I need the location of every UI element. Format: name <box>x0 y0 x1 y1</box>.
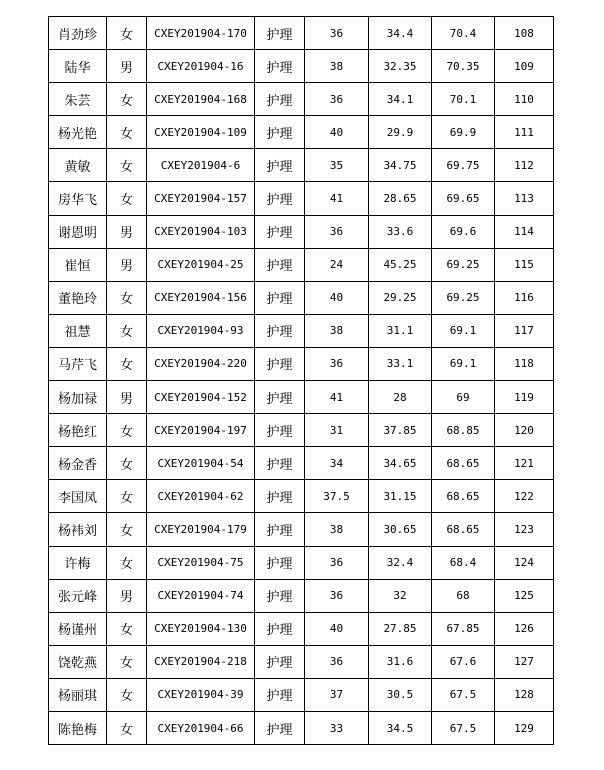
exam-id-cell: CXEY201904-156 <box>147 281 255 314</box>
score-1-cell: 36 <box>305 546 369 579</box>
exam-id-cell: CXEY201904-93 <box>147 314 255 347</box>
score-1-cell: 31 <box>305 414 369 447</box>
rank-cell: 124 <box>495 546 554 579</box>
exam-id-cell: CXEY201904-6 <box>147 149 255 182</box>
major-cell: 护理 <box>255 50 305 83</box>
score-1-cell: 33 <box>305 711 369 744</box>
major-cell: 护理 <box>255 17 305 50</box>
total-score-cell: 68.65 <box>432 480 495 513</box>
table-row <box>49 579 554 612</box>
table-row <box>49 678 554 711</box>
student-name-cell: 李国凤 <box>49 480 107 513</box>
score-1-cell: 38 <box>305 513 369 546</box>
table-row <box>49 480 554 513</box>
total-score-cell: 69.1 <box>432 347 495 380</box>
student-name-cell: 房华飞 <box>49 182 107 215</box>
table-row <box>49 50 554 83</box>
rank-cell: 122 <box>495 480 554 513</box>
student-name-cell: 陈艳梅 <box>49 711 107 744</box>
gender-cell: 女 <box>107 182 147 215</box>
student-name-cell: 崔恒 <box>49 248 107 281</box>
major-cell: 护理 <box>255 447 305 480</box>
total-score-cell: 69.65 <box>432 182 495 215</box>
major-cell: 护理 <box>255 149 305 182</box>
major-cell: 护理 <box>255 612 305 645</box>
table-row <box>49 513 554 546</box>
total-score-cell: 69.1 <box>432 314 495 347</box>
rank-cell: 125 <box>495 579 554 612</box>
exam-id-cell: CXEY201904-54 <box>147 447 255 480</box>
exam-id-cell: CXEY201904-218 <box>147 645 255 678</box>
exam-id-cell: CXEY201904-152 <box>147 381 255 414</box>
score-1-cell: 41 <box>305 381 369 414</box>
rank-cell: 121 <box>495 447 554 480</box>
student-name-cell: 陆华 <box>49 50 107 83</box>
major-cell: 护理 <box>255 182 305 215</box>
score-1-cell: 37.5 <box>305 480 369 513</box>
major-cell: 护理 <box>255 711 305 744</box>
student-name-cell: 许梅 <box>49 546 107 579</box>
exam-id-cell: CXEY201904-109 <box>147 116 255 149</box>
exam-id-cell: CXEY201904-168 <box>147 83 255 116</box>
rank-cell: 116 <box>495 281 554 314</box>
rank-cell: 108 <box>495 17 554 50</box>
student-name-cell: 黄敏 <box>49 149 107 182</box>
gender-cell: 女 <box>107 711 147 744</box>
table-row <box>49 215 554 248</box>
score-2-cell: 28.65 <box>369 182 432 215</box>
student-name-cell: 张元峰 <box>49 579 107 612</box>
score-2-cell: 28 <box>369 381 432 414</box>
score-2-cell: 31.6 <box>369 645 432 678</box>
table-row <box>49 281 554 314</box>
total-score-cell: 68.4 <box>432 546 495 579</box>
rank-cell: 115 <box>495 248 554 281</box>
table-row <box>49 381 554 414</box>
table-body <box>49 17 554 745</box>
score-2-cell: 34.75 <box>369 149 432 182</box>
score-2-cell: 34.1 <box>369 83 432 116</box>
exam-id-cell: CXEY201904-39 <box>147 678 255 711</box>
gender-cell: 男 <box>107 215 147 248</box>
score-1-cell: 37 <box>305 678 369 711</box>
score-2-cell: 34.4 <box>369 17 432 50</box>
score-2-cell: 32.35 <box>369 50 432 83</box>
table-row <box>49 645 554 678</box>
table-row <box>49 149 554 182</box>
rank-cell: 120 <box>495 414 554 447</box>
rank-cell: 110 <box>495 83 554 116</box>
gender-cell: 男 <box>107 579 147 612</box>
total-score-cell: 68.65 <box>432 513 495 546</box>
exam-id-cell: CXEY201904-74 <box>147 579 255 612</box>
table-row <box>49 17 554 50</box>
total-score-cell: 69.6 <box>432 215 495 248</box>
gender-cell: 女 <box>107 414 147 447</box>
student-name-cell: 杨金香 <box>49 447 107 480</box>
table-row <box>49 612 554 645</box>
table-row <box>49 182 554 215</box>
exam-id-cell: CXEY201904-103 <box>147 215 255 248</box>
score-2-cell: 45.25 <box>369 248 432 281</box>
total-score-cell: 70.1 <box>432 83 495 116</box>
exam-id-cell: CXEY201904-75 <box>147 546 255 579</box>
exam-id-cell: CXEY201904-62 <box>147 480 255 513</box>
score-1-cell: 36 <box>305 347 369 380</box>
table-row <box>49 414 554 447</box>
gender-cell: 女 <box>107 314 147 347</box>
major-cell: 护理 <box>255 579 305 612</box>
score-2-cell: 37.85 <box>369 414 432 447</box>
score-1-cell: 40 <box>305 612 369 645</box>
score-1-cell: 36 <box>305 17 369 50</box>
score-1-cell: 36 <box>305 215 369 248</box>
exam-id-cell: CXEY201904-25 <box>147 248 255 281</box>
exam-id-cell: CXEY201904-170 <box>147 17 255 50</box>
rank-cell: 126 <box>495 612 554 645</box>
score-2-cell: 31.1 <box>369 314 432 347</box>
score-1-cell: 36 <box>305 83 369 116</box>
exam-id-cell: CXEY201904-157 <box>147 182 255 215</box>
student-name-cell: 杨加禄 <box>49 381 107 414</box>
total-score-cell: 68 <box>432 579 495 612</box>
score-2-cell: 32.4 <box>369 546 432 579</box>
student-name-cell: 肖劲珍 <box>49 17 107 50</box>
total-score-cell: 67.5 <box>432 678 495 711</box>
total-score-cell: 69.75 <box>432 149 495 182</box>
gender-cell: 女 <box>107 612 147 645</box>
major-cell: 护理 <box>255 215 305 248</box>
major-cell: 护理 <box>255 83 305 116</box>
score-2-cell: 34.5 <box>369 711 432 744</box>
major-cell: 护理 <box>255 414 305 447</box>
score-1-cell: 36 <box>305 645 369 678</box>
major-cell: 护理 <box>255 248 305 281</box>
gender-cell: 女 <box>107 645 147 678</box>
student-name-cell: 杨谨州 <box>49 612 107 645</box>
score-table <box>48 16 554 745</box>
student-name-cell: 饶乾燕 <box>49 645 107 678</box>
rank-cell: 114 <box>495 215 554 248</box>
rank-cell: 119 <box>495 381 554 414</box>
major-cell: 护理 <box>255 116 305 149</box>
rank-cell: 117 <box>495 314 554 347</box>
table-row <box>49 546 554 579</box>
rank-cell: 111 <box>495 116 554 149</box>
exam-id-cell: CXEY201904-197 <box>147 414 255 447</box>
score-1-cell: 40 <box>305 116 369 149</box>
score-2-cell: 33.6 <box>369 215 432 248</box>
total-score-cell: 70.4 <box>432 17 495 50</box>
gender-cell: 男 <box>107 381 147 414</box>
table-row <box>49 347 554 380</box>
score-1-cell: 40 <box>305 281 369 314</box>
gender-cell: 女 <box>107 149 147 182</box>
student-name-cell: 祖慧 <box>49 314 107 347</box>
gender-cell: 女 <box>107 83 147 116</box>
total-score-cell: 67.5 <box>432 711 495 744</box>
major-cell: 护理 <box>255 480 305 513</box>
rank-cell: 109 <box>495 50 554 83</box>
major-cell: 护理 <box>255 281 305 314</box>
score-2-cell: 32 <box>369 579 432 612</box>
table-row <box>49 711 554 744</box>
total-score-cell: 69 <box>432 381 495 414</box>
rank-cell: 123 <box>495 513 554 546</box>
student-name-cell: 谢恩明 <box>49 215 107 248</box>
total-score-cell: 68.65 <box>432 447 495 480</box>
total-score-cell: 67.85 <box>432 612 495 645</box>
exam-id-cell: CXEY201904-179 <box>147 513 255 546</box>
exam-id-cell: CXEY201904-66 <box>147 711 255 744</box>
score-1-cell: 41 <box>305 182 369 215</box>
gender-cell: 女 <box>107 546 147 579</box>
student-name-cell: 杨艳红 <box>49 414 107 447</box>
exam-id-cell: CXEY201904-130 <box>147 612 255 645</box>
rank-cell: 118 <box>495 347 554 380</box>
rank-cell: 113 <box>495 182 554 215</box>
score-1-cell: 36 <box>305 579 369 612</box>
gender-cell: 女 <box>107 513 147 546</box>
score-2-cell: 29.9 <box>369 116 432 149</box>
score-2-cell: 34.65 <box>369 447 432 480</box>
table-row <box>49 447 554 480</box>
rank-cell: 112 <box>495 149 554 182</box>
student-name-cell: 朱芸 <box>49 83 107 116</box>
major-cell: 护理 <box>255 381 305 414</box>
gender-cell: 女 <box>107 281 147 314</box>
exam-id-cell: CXEY201904-220 <box>147 347 255 380</box>
major-cell: 护理 <box>255 678 305 711</box>
score-1-cell: 38 <box>305 314 369 347</box>
total-score-cell: 67.6 <box>432 645 495 678</box>
rank-cell: 128 <box>495 678 554 711</box>
table-row <box>49 83 554 116</box>
table-row <box>49 314 554 347</box>
major-cell: 护理 <box>255 645 305 678</box>
major-cell: 护理 <box>255 513 305 546</box>
gender-cell: 男 <box>107 248 147 281</box>
score-2-cell: 29.25 <box>369 281 432 314</box>
score-1-cell: 35 <box>305 149 369 182</box>
gender-cell: 女 <box>107 17 147 50</box>
total-score-cell: 69.25 <box>432 248 495 281</box>
exam-id-cell: CXEY201904-16 <box>147 50 255 83</box>
total-score-cell: 69.25 <box>432 281 495 314</box>
major-cell: 护理 <box>255 314 305 347</box>
gender-cell: 女 <box>107 678 147 711</box>
rank-cell: 127 <box>495 645 554 678</box>
rank-cell: 129 <box>495 711 554 744</box>
gender-cell: 男 <box>107 50 147 83</box>
student-name-cell: 杨袆刘 <box>49 513 107 546</box>
score-2-cell: 30.5 <box>369 678 432 711</box>
score-2-cell: 33.1 <box>369 347 432 380</box>
major-cell: 护理 <box>255 347 305 380</box>
table-row <box>49 248 554 281</box>
student-name-cell: 杨丽琪 <box>49 678 107 711</box>
gender-cell: 女 <box>107 447 147 480</box>
student-name-cell: 马芹飞 <box>49 347 107 380</box>
student-name-cell: 董艳玲 <box>49 281 107 314</box>
gender-cell: 女 <box>107 480 147 513</box>
major-cell: 护理 <box>255 546 305 579</box>
gender-cell: 女 <box>107 116 147 149</box>
score-2-cell: 27.85 <box>369 612 432 645</box>
table-row <box>49 116 554 149</box>
score-2-cell: 31.15 <box>369 480 432 513</box>
score-1-cell: 34 <box>305 447 369 480</box>
student-name-cell: 杨光艳 <box>49 116 107 149</box>
total-score-cell: 68.85 <box>432 414 495 447</box>
total-score-cell: 70.35 <box>432 50 495 83</box>
gender-cell: 女 <box>107 347 147 380</box>
score-1-cell: 38 <box>305 50 369 83</box>
total-score-cell: 69.9 <box>432 116 495 149</box>
score-1-cell: 24 <box>305 248 369 281</box>
score-2-cell: 30.65 <box>369 513 432 546</box>
